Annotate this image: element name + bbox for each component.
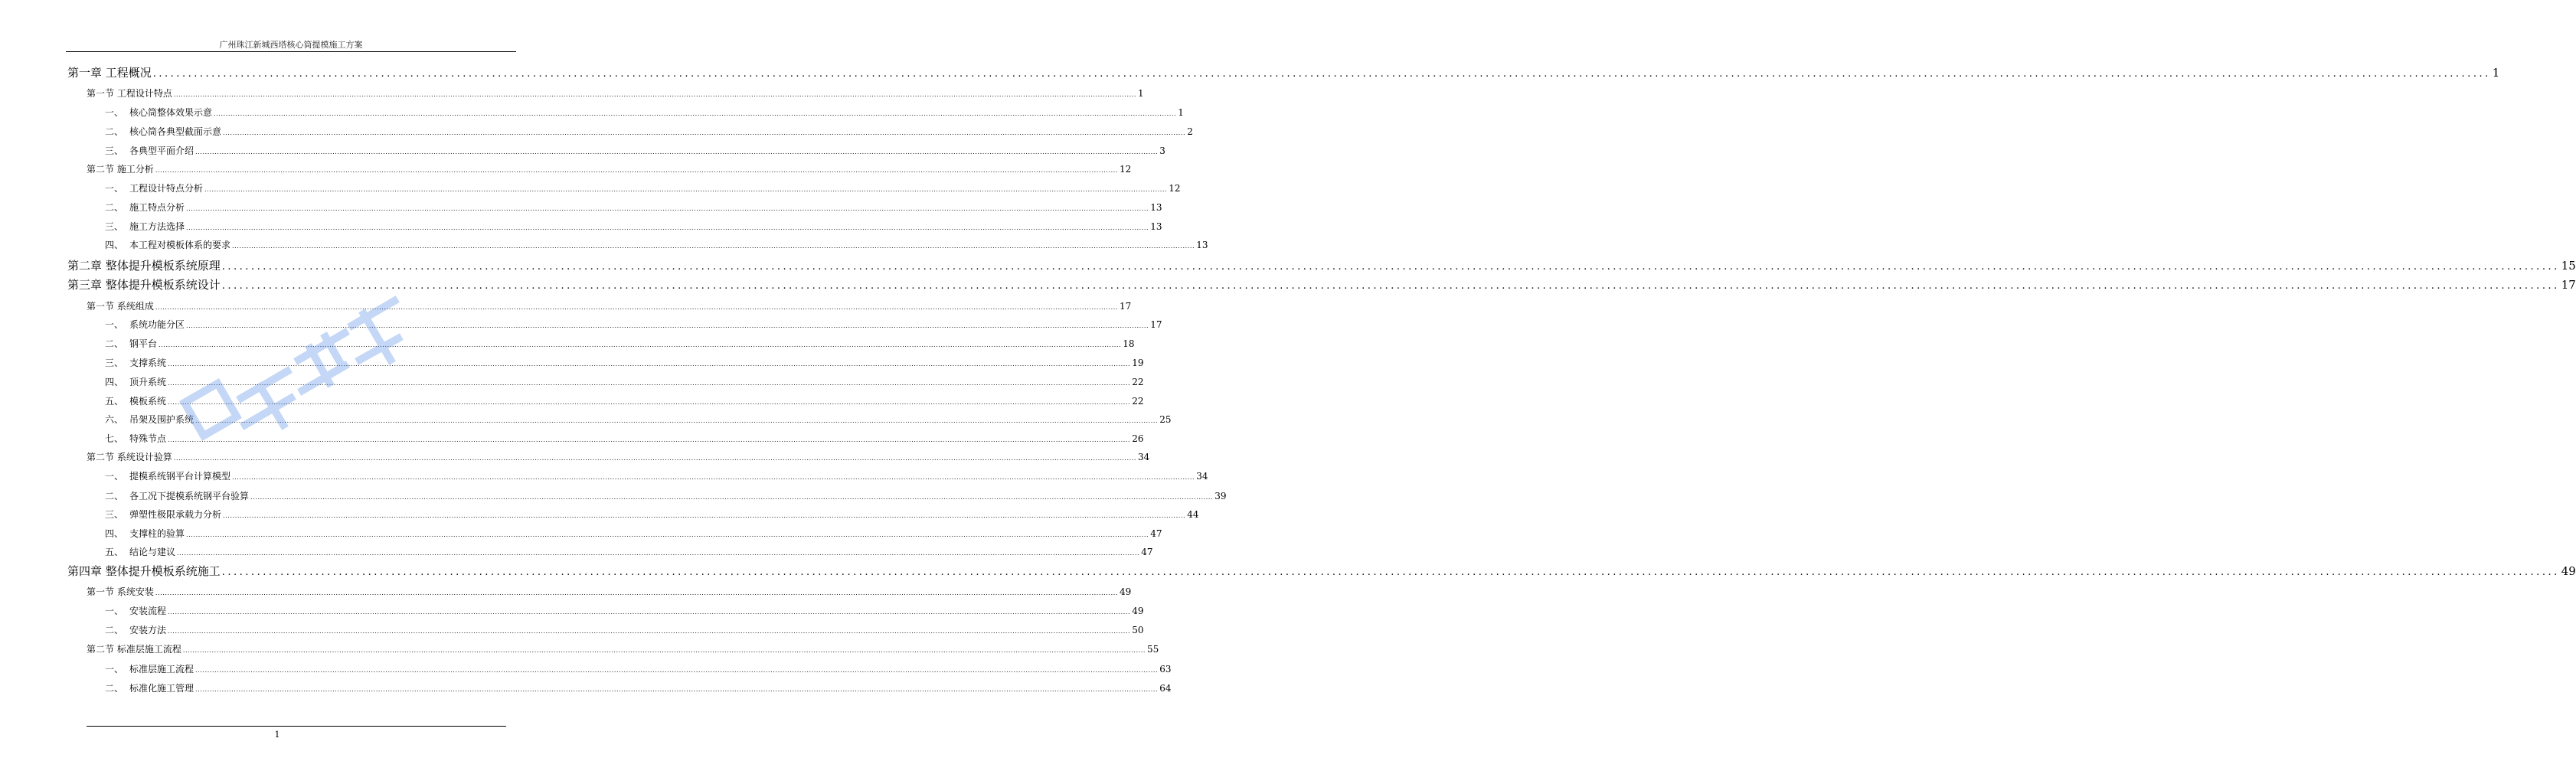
toc-entry-item[interactable]: [105, 144, 1165, 159]
toc-item-title: 支撑柱的验算: [129, 528, 185, 539]
toc-page-number: 1: [1178, 107, 1184, 118]
toc-item-number: 二、: [105, 126, 124, 137]
toc-leader-dots: ................................................................................................................................................................................................................................................................................................................................................................................................................: [204, 186, 1168, 193]
toc-entry-item[interactable]: [105, 394, 1144, 410]
toc-item-number: 四、: [105, 240, 124, 250]
toc-leader-dots: ................................................................................................................................................................................................................................................................................................................................................................................................................: [195, 686, 1159, 693]
toc-page-number: 2: [1187, 126, 1193, 137]
toc-item-number: 六、: [105, 414, 124, 425]
toc-entry-label: [105, 106, 212, 119]
toc-entry-section[interactable]: [87, 450, 1150, 466]
toc-entry-item[interactable]: [105, 337, 1135, 352]
toc-page-number: 19: [1132, 358, 1144, 368]
toc-leader-dots: ................................................................................................................................................................................................................................................................................................................................................................................................................: [223, 129, 1186, 136]
toc-leader-dots: ................................................................................................................................................................................................................................................................................................................................................................................................................: [232, 474, 1195, 481]
toc-entry-label: [105, 527, 185, 540]
toc-page-number: 18: [1123, 338, 1135, 349]
toc-leader-dots: ................................................................................................................................................................................................................................................................................................................................................................................................................: [186, 531, 1149, 538]
toc-item-title: 本工程对模板体系的要求: [129, 240, 231, 250]
toc-page-number: 25: [1159, 414, 1172, 425]
toc-page-number: 1: [1138, 88, 1144, 99]
toc-entry-label: [105, 413, 194, 426]
toc-item-number: 一、: [105, 471, 124, 482]
toc-page-number: 12: [1120, 164, 1132, 175]
toc-entry-item[interactable]: [105, 681, 1172, 697]
toc-item-title: 安装方法: [129, 625, 167, 635]
toc-entry-label: 第二节 标准层施工流程: [87, 644, 181, 655]
toc-entry-label: [105, 604, 166, 617]
toc-entry-section[interactable]: [87, 585, 1132, 600]
toc-leader-dots: ................................................................................................................................................................................................................................................................................................................................................................................................................: [232, 243, 1195, 250]
toc-entry-label: [105, 220, 185, 233]
toc-entry-chapter[interactable]: [67, 563, 2576, 581]
toc-page-number: 15: [2561, 259, 2576, 273]
toc-item-title: 工程设计特点分析: [129, 183, 204, 194]
toc-entry-item[interactable]: [105, 469, 1208, 485]
toc-page-number: 55: [1147, 644, 1159, 655]
toc-item-title: 安装流程: [129, 606, 167, 616]
toc-page-number: 34: [1196, 471, 1208, 482]
toc-leader-dots: ................................................................................................................................................................................................................................................................................................................................................................................................................: [168, 436, 1131, 443]
toc-item-title: 结论与建议: [129, 547, 176, 557]
toc-page-number: 13: [1196, 240, 1208, 250]
toc-item-title: 施工特点分析: [129, 202, 185, 213]
toc-entry-section[interactable]: [87, 642, 1159, 658]
toc-item-number: 一、: [105, 606, 124, 616]
toc-item-title: 钢平台: [129, 338, 158, 349]
toc-entry-label: [105, 238, 230, 251]
toc-entry-item[interactable]: [105, 545, 1153, 560]
toc-item-title: 特殊节点: [129, 433, 167, 444]
toc-item-number: 二、: [105, 683, 124, 694]
page-number: 1: [274, 730, 280, 740]
toc-leader-dots: ................................................................................................................................................................................................................................................................................................................................................................................................................: [221, 261, 2560, 273]
toc-entry-label: [105, 623, 166, 636]
toc-item-number: 四、: [105, 377, 124, 387]
toc-leader-dots: ................................................................................................................................................................................................................................................................................................................................................................................................................: [186, 322, 1149, 329]
toc-page-number: 3: [1159, 145, 1165, 156]
toc-entry-label: [105, 469, 230, 482]
toc-page-number: 44: [1187, 509, 1199, 520]
toc-page-number: 1: [2492, 66, 2500, 80]
toc-item-title: 模板系统: [129, 396, 167, 407]
toc-item-number: 三、: [105, 221, 124, 232]
toc-item-number: 一、: [105, 319, 124, 330]
toc-entry-item[interactable]: [105, 508, 1199, 523]
toc-entry-item[interactable]: [105, 201, 1162, 216]
toc-item-number: 二、: [105, 625, 124, 635]
toc-entry-label: [105, 508, 221, 521]
toc-page-number: 64: [1159, 683, 1172, 694]
toc-item-number: 五、: [105, 547, 124, 557]
toc-entry-item[interactable]: [105, 375, 1144, 390]
toc-page-number: 50: [1132, 625, 1144, 635]
toc-leader-dots: ................................................................................................................................................................................................................................................................................................................................................................................................................: [168, 399, 1131, 406]
toc-leader-dots: ................................................................................................................................................................................................................................................................................................................................................................................................................: [168, 609, 1131, 616]
toc-item-number: 一、: [105, 183, 124, 194]
toc-page-number: 39: [1214, 491, 1227, 501]
toc-item-number: 一、: [105, 664, 124, 675]
toc-entry-chapter[interactable]: [67, 257, 2576, 276]
toc-leader-dots: ................................................................................................................................................................................................................................................................................................................................................................................................................: [223, 512, 1186, 519]
toc-item-title: 弹塑性极限承载力分析: [129, 509, 222, 520]
toc-page-number: 17: [1120, 301, 1132, 312]
toc-entry-item[interactable]: [105, 413, 1172, 428]
toc-page-number: 49: [2561, 564, 2576, 578]
toc-leader-dots: ................................................................................................................................................................................................................................................................................................................................................................................................................: [214, 110, 1177, 117]
toc-leader-dots: ................................................................................................................................................................................................................................................................................................................................................................................................................: [177, 550, 1140, 557]
toc-leader-dots: ................................................................................................................................................................................................................................................................................................................................................................................................................: [152, 68, 2491, 80]
toc-entry-label: 第一节 工程设计特点: [87, 88, 172, 99]
toc-item-title: 各工况下提模系统钢平台验算: [129, 491, 250, 501]
toc-page-number: 17: [1150, 319, 1162, 330]
toc-entry-item[interactable]: [105, 106, 1184, 121]
toc-item-number: 一、: [105, 107, 124, 118]
toc-leader-dots: ................................................................................................................................................................................................................................................................................................................................................................................................................: [173, 91, 1137, 98]
toc-page-number: 34: [1138, 452, 1150, 462]
toc-page-number: 22: [1132, 396, 1144, 407]
toc-page-number: 47: [1150, 528, 1162, 539]
toc-entry-item[interactable]: [105, 181, 1181, 197]
toc-item-title: 核心筒各典型截面示意: [129, 126, 222, 137]
toc-item-title: 施工方法选择: [129, 221, 185, 232]
toc-entry-label: [105, 681, 194, 694]
toc-entry-label: [105, 356, 166, 369]
toc-entry-label: [105, 337, 157, 350]
toc-entry-item[interactable]: [105, 125, 1193, 140]
toc-item-number: 二、: [105, 338, 124, 349]
toc-item-title: 支撑系统: [129, 358, 167, 368]
toc-entry-section[interactable]: [87, 87, 1144, 102]
toc-entry-label: [105, 125, 221, 138]
toc-entry-item[interactable]: [105, 220, 1162, 235]
toc-item-number: 七、: [105, 433, 124, 444]
toc-entry-label: [105, 375, 166, 388]
toc-page-number: 17: [2561, 278, 2576, 292]
toc-item-title: 顶升系统: [129, 377, 167, 387]
toc-entry-label: [105, 432, 166, 445]
toc-item-number: 二、: [105, 491, 124, 501]
toc-item-title: 标准层施工流程: [129, 664, 195, 675]
toc-item-title: 系统功能分区: [129, 319, 185, 330]
toc-page-number: 49: [1132, 606, 1144, 616]
toc-entry-item[interactable]: [105, 356, 1144, 371]
toc-entry-label: 第一节 系统安装: [87, 586, 154, 597]
toc-item-title: 各典型平面介绍: [129, 145, 195, 156]
page-header: 广州珠江新城西塔核心筒提模施工方案: [219, 40, 363, 50]
toc-item-number: 三、: [105, 509, 124, 520]
toc-leader-dots: ................................................................................................................................................................................................................................................................................................................................................................................................................: [195, 417, 1159, 424]
toc-entry-label: [105, 144, 194, 157]
toc-entry-section[interactable]: [87, 299, 1132, 315]
toc-entry-chapter[interactable]: [67, 276, 2576, 295]
toc-entry-label: 第一章 工程概况: [67, 66, 152, 80]
toc-entry-item[interactable]: [105, 238, 1208, 253]
toc-leader-dots: ................................................................................................................................................................................................................................................................................................................................................................................................................: [250, 494, 1214, 501]
toc-entry-section[interactable]: [87, 162, 1132, 178]
toc-entry-label: 第二章 整体提升模板系统原理: [67, 259, 221, 273]
toc-entry-label: 第二节 系统设计验算: [87, 452, 172, 462]
toc-page-number: 47: [1141, 547, 1153, 557]
toc-leader-dots: ................................................................................................................................................................................................................................................................................................................................................................................................................: [168, 380, 1131, 387]
toc-leader-dots: ................................................................................................................................................................................................................................................................................................................................................................................................................: [155, 167, 1119, 174]
header-rule: [66, 51, 516, 52]
toc-item-title: 标准化施工管理: [129, 683, 195, 694]
toc-entry-item[interactable]: [105, 604, 1144, 619]
toc-leader-dots: ................................................................................................................................................................................................................................................................................................................................................................................................................: [221, 280, 2560, 292]
toc-leader-dots: ................................................................................................................................................................................................................................................................................................................................................................................................................: [155, 590, 1119, 596]
toc-page-number: 63: [1159, 664, 1172, 675]
toc-entry-item[interactable]: [105, 318, 1162, 333]
toc-entry-item[interactable]: [105, 662, 1172, 678]
toc-item-number: 五、: [105, 396, 124, 407]
toc-entry-chapter[interactable]: [67, 64, 2500, 83]
toc-leader-dots: ................................................................................................................................................................................................................................................................................................................................................................................................................: [195, 149, 1159, 155]
toc-leader-dots: ................................................................................................................................................................................................................................................................................................................................................................................................................: [155, 304, 1119, 311]
toc-entry-item[interactable]: [105, 432, 1144, 447]
toc-entry-label: 第一节 系统组成: [87, 301, 154, 312]
toc-entry-label: 第二节 施工分析: [87, 164, 154, 175]
toc-page-number: 26: [1132, 433, 1144, 444]
footer-rule: [87, 726, 506, 727]
toc-entry-item[interactable]: [105, 623, 1144, 639]
toc-entry-label: 第四章 整体提升模板系统施工: [67, 564, 221, 578]
toc-leader-dots: ................................................................................................................................................................................................................................................................................................................................................................................................................: [173, 455, 1137, 462]
toc-item-number: 三、: [105, 358, 124, 368]
toc-page-number: 13: [1150, 202, 1162, 213]
toc-item-title: 核心筒整体效果示意: [129, 107, 213, 118]
toc-entry-label: [105, 181, 203, 194]
toc-leader-dots: ................................................................................................................................................................................................................................................................................................................................................................................................................: [182, 647, 1146, 654]
toc-leader-dots: ................................................................................................................................................................................................................................................................................................................................................................................................................: [195, 667, 1159, 674]
toc-entry-label: [105, 201, 185, 214]
toc-leader-dots: ................................................................................................................................................................................................................................................................................................................................................................................................................: [186, 205, 1149, 212]
toc-entry-label: [105, 545, 175, 558]
toc-item-number: 二、: [105, 202, 124, 213]
toc-page-number: 49: [1120, 586, 1132, 597]
toc-entry-label: [105, 662, 194, 675]
toc-entry-item[interactable]: [105, 489, 1227, 505]
toc-page-number: 12: [1169, 183, 1181, 194]
toc-page-number: 13: [1150, 221, 1162, 232]
toc-entry-label: 第三章 整体提升模板系统设计: [67, 278, 221, 292]
toc-leader-dots: ................................................................................................................................................................................................................................................................................................................................................................................................................: [159, 341, 1122, 348]
toc-leader-dots: ................................................................................................................................................................................................................................................................................................................................................................................................................: [168, 628, 1131, 635]
toc-item-number: 三、: [105, 145, 124, 156]
toc-leader-dots: ................................................................................................................................................................................................................................................................................................................................................................................................................: [221, 567, 2560, 578]
toc-page-number: 22: [1132, 377, 1144, 387]
toc-item-title: 吊架及围护系统: [129, 414, 195, 425]
toc-entry-label: [105, 489, 249, 502]
toc-item-number: 四、: [105, 528, 124, 539]
toc-leader-dots: ................................................................................................................................................................................................................................................................................................................................................................................................................: [186, 224, 1149, 231]
toc-entry-label: [105, 394, 166, 407]
toc-entry-item[interactable]: [105, 527, 1162, 542]
toc-item-title: 提模系统钢平台计算模型: [129, 471, 231, 482]
toc-leader-dots: ................................................................................................................................................................................................................................................................................................................................................................................................................: [168, 361, 1131, 368]
toc-entry-label: [105, 318, 185, 331]
